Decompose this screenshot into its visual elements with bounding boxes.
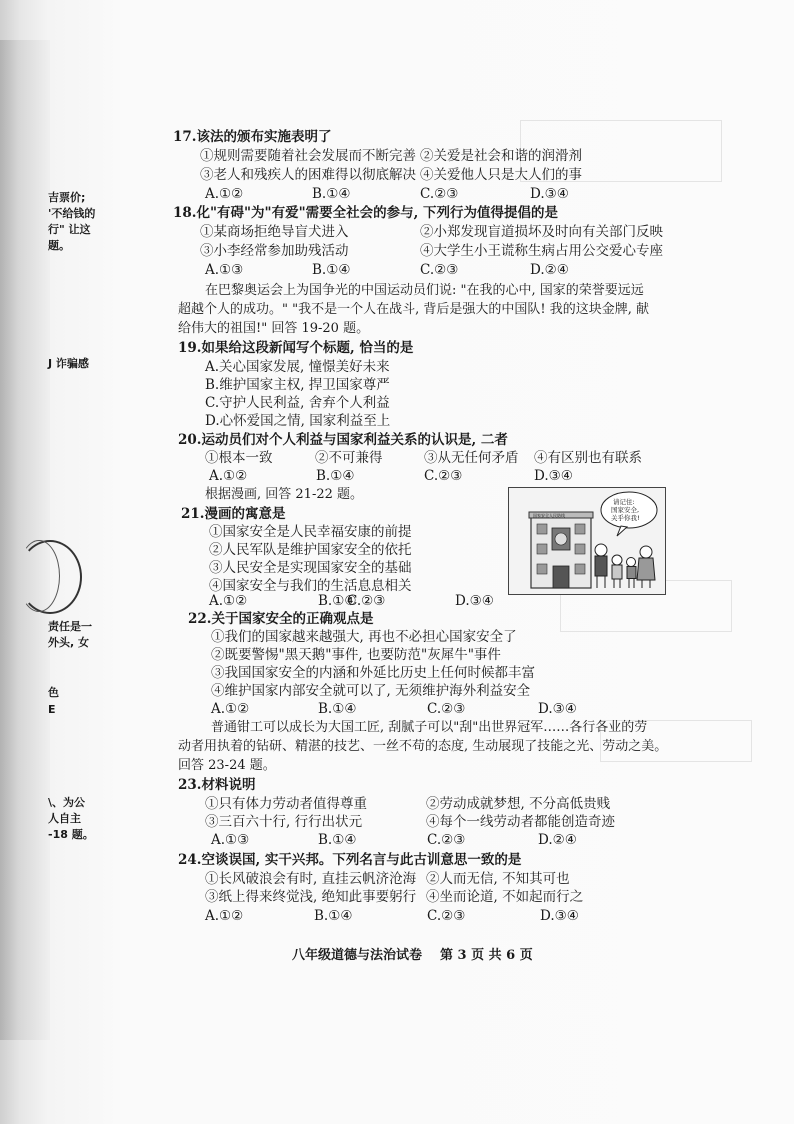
question-24-option: ③纸上得来终觉浅, 绝知此事要躬行 — [205, 889, 417, 905]
left-circle-fragment — [18, 540, 60, 612]
question-23-answer: A.①③ — [211, 832, 250, 848]
question-20-stem: 20.运动员们对个人利益与国家利益关系的认识是, 二者 — [178, 432, 508, 448]
question-21-option: ③人民安全是实现国家安全的基础 — [209, 560, 412, 576]
question-24-answer: D.③④ — [540, 908, 579, 924]
question-18-option: ②小郑发现盲道损坏及时向有关部门反映 — [420, 224, 663, 240]
question-18-stem: 18.化"有碍"为"有爱"需要全社会的参与, 下列行为值得提倡的是 — [173, 205, 559, 221]
question-22-answer: C.②③ — [427, 701, 466, 717]
question-17-option: ④关爱他人只是大人们的事 — [420, 167, 582, 183]
left-fragment: \、为公 — [48, 796, 86, 809]
left-fragment: -18 题。 — [48, 828, 94, 841]
question-18-option: ③小李经常参加助残活动 — [200, 243, 349, 259]
question-24-option: ②人而无信, 不知其可也 — [426, 871, 570, 887]
left-fragment: E — [48, 703, 56, 716]
left-fragment: 吉票价; — [48, 191, 86, 204]
question-21-answer: A.①② — [209, 593, 248, 609]
question-23-answer: B.①④ — [318, 832, 357, 848]
question-17-option: ③老人和残疾人的困难得以彻底解决 — [200, 167, 416, 183]
cartoon-illustration — [509, 488, 665, 594]
question-19-option: A.关心国家发展, 憧憬美好未来 — [205, 359, 390, 375]
question-17-answer: B.①④ — [312, 186, 351, 202]
question-22-answer: B.①④ — [318, 701, 357, 717]
question-20-answer: B.①④ — [316, 468, 355, 484]
question-24-answer: A.①② — [205, 908, 244, 924]
left-fragment: 色 — [48, 686, 59, 699]
question-20-answer: D.③④ — [534, 468, 573, 484]
question-18-answer: B.①④ — [312, 262, 351, 278]
question-18-answer: D.②④ — [530, 262, 569, 278]
question-20-option: ①根本一致 — [205, 450, 273, 466]
passage-text: 回答 23-24 题。 — [178, 758, 276, 773]
left-fragment: J 诈骗感 — [48, 357, 89, 370]
question-19-option: D.心怀爱国之情, 国家利益至上 — [205, 413, 391, 429]
passage-text: 动者用执着的钻研、精湛的技艺、一丝不苟的态度, 生动展现了技能之光、劳动之美。 — [178, 739, 668, 754]
question-23-answer: C.②③ — [427, 832, 466, 848]
cartoon-speech-line: 请记住: — [613, 498, 635, 506]
passage-text: 根据漫画, 回答 21-22 题。 — [205, 487, 364, 502]
question-21-option: ①国家安全是人民幸福安康的前提 — [209, 524, 412, 540]
question-23-stem: 23.材料说明 — [178, 777, 256, 793]
question-20-option: ②不可兼得 — [315, 450, 383, 466]
footer-subject: 八年级道德与法治试卷 — [292, 948, 423, 963]
question-21-answer: B.①④ — [318, 593, 357, 609]
question-24-option: ①长风破浪会有时, 直挂云帆济沧海 — [205, 871, 417, 887]
cartoon-building-sign: 国家安全人民防线 — [533, 513, 565, 518]
question-18-option: ①某商场拒绝导盲犬进入 — [200, 224, 349, 240]
passage-text: 超越个人的成功。" "我不是一个人在战斗, 背后是强大的中国队! 我的这块金牌, 献 — [178, 302, 649, 317]
question-23-option: ②劳动成就梦想, 不分高低贵贱 — [426, 796, 611, 812]
passage-text: 给伟大的祖国!" 回答 19-20 题。 — [178, 321, 370, 336]
left-fragment: '不给钱的 — [48, 207, 96, 220]
question-18-answer: A.①③ — [205, 262, 244, 278]
question-22-stem: 22.关于国家安全的正确观点是 — [188, 611, 374, 627]
left-fragment: 责任是一 — [48, 620, 92, 633]
left-fragment: 人自主 — [48, 812, 81, 825]
question-21-answer: C.②③ — [347, 593, 386, 609]
question-21-stem: 21.漫画的寓意是 — [181, 506, 286, 522]
cartoon-speech-line: 关乎你我! — [611, 514, 640, 522]
question-19-option: B.维护国家主权, 捍卫国家尊严 — [205, 377, 390, 393]
question-19-option: C.守护人民利益, 舍弃个人利益 — [205, 395, 390, 411]
question-22-option: ③我国国家安全的内涵和外延比历史上任何时候都丰富 — [211, 665, 535, 681]
question-20-answer: C.②③ — [424, 468, 463, 484]
question-23-option: ③三百六十行, 行行出状元 — [205, 814, 363, 830]
question-18-answer: C.②③ — [420, 262, 459, 278]
question-21-option: ②人民军队是维护国家安全的依托 — [209, 542, 412, 558]
question-22-answer: A.①② — [211, 701, 250, 717]
question-24-answer: C.②③ — [427, 908, 466, 924]
question-24-answer: B.①④ — [314, 908, 353, 924]
question-17-option: ①规则需要随着社会发展而不断完善 — [200, 148, 416, 164]
question-24-option: ④坐而论道, 不如起而行之 — [426, 889, 584, 905]
question-17-answer: D.③④ — [530, 186, 569, 202]
left-fragment: 外头, 女 — [48, 636, 90, 649]
question-21-answer: D.③④ — [455, 593, 494, 609]
question-22-option: ①我们的国家越来越强大, 再也不必担心国家安全了 — [211, 629, 517, 645]
question-20-option: ③从无任何矛盾 — [424, 450, 519, 466]
question-21-option: ④国家安全与我们的生活息息相关 — [209, 578, 412, 594]
cartoon-speech-line: 国家安全, — [611, 506, 640, 514]
question-17-answer: A.①② — [205, 186, 244, 202]
cartoon-image — [508, 487, 666, 595]
left-fragment: 题。 — [48, 239, 70, 252]
question-23-option: ①只有体力劳动者值得尊重 — [205, 796, 367, 812]
footer-page-number: 第 3 页 共 6 页 — [440, 948, 533, 963]
question-19-stem: 19.如果给这段新闻写个标题, 恰当的是 — [178, 340, 414, 356]
question-24-stem: 24.空谈误国, 实干兴邦。下列名言与此古训意思一致的是 — [178, 852, 522, 868]
question-23-answer: D.②④ — [538, 832, 577, 848]
question-23-option: ④每个一线劳动者都能创造奇迹 — [426, 814, 615, 830]
passage-text: 在巴黎奥运会上为国争光的中国运动员们说: "在我的心中, 国家的荣誉要远远 — [205, 283, 644, 298]
question-22-option: ④维护国家内部安全就可以了, 无须维护海外利益安全 — [211, 683, 531, 699]
question-20-option: ④有区别也有联系 — [534, 450, 642, 466]
question-17-stem: 17.该法的颁布实施表明了 — [173, 129, 332, 145]
question-17-answer: C.②③ — [420, 186, 459, 202]
question-17-option: ②关爱是社会和谐的润滑剂 — [420, 148, 582, 164]
passage-text: 普通钳工可以成长为大国工匠, 刮腻子可以"刮"出世界冠军……各行各业的劳 — [211, 720, 648, 735]
question-20-answer: A.①② — [209, 468, 248, 484]
question-22-answer: D.③④ — [538, 701, 577, 717]
question-22-option: ②既要警惕"黑天鹅"事件, 也要防范"灰犀牛"事件 — [211, 647, 501, 663]
left-fragment: 行" 让这 — [48, 223, 91, 236]
question-18-option: ④大学生小王谎称生病占用公交爱心专座 — [420, 243, 663, 259]
